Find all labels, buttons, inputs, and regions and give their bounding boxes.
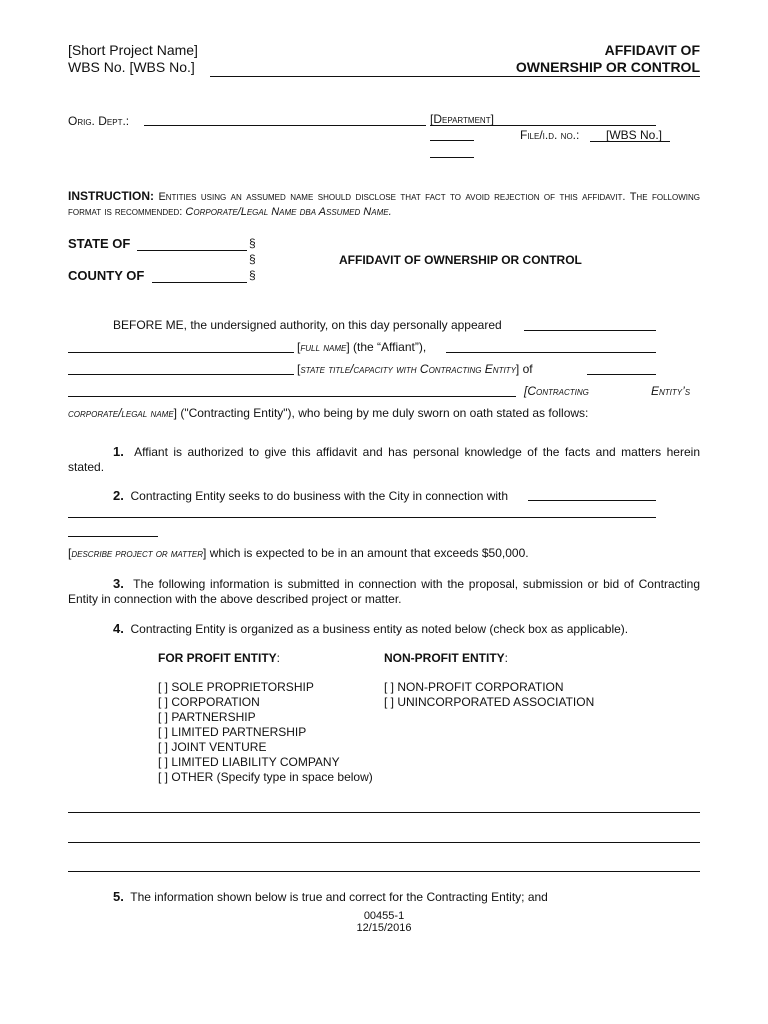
checkbox-other[interactable]: [ ] OTHER (Specify type in space below): [158, 770, 373, 784]
section-mark-2: §: [249, 252, 256, 266]
instruction-label: INSTRUCTION:: [68, 189, 154, 203]
corp-legal-line: corporate/legal name] ("Contracting Entity"), who being by me duly sworn on oath stated as follows:: [68, 406, 589, 420]
item-4: 4. Contracting Entity is organized as a business entity as noted below (check box as applicable).: [113, 621, 629, 636]
county-blank[interactable]: [152, 282, 247, 283]
checkbox-limited-partnership[interactable]: [ ] LIMITED PARTNERSHIP: [158, 725, 307, 739]
state-title-label: [state title/capacity with Contracting Entity] of: [297, 362, 533, 376]
checkbox-partnership[interactable]: [ ] PARTNERSHIP: [158, 710, 256, 724]
footer-doc-number: 00455-1: [363, 910, 405, 922]
appeared-blank[interactable]: [524, 330, 656, 331]
item-5: 5. The information shown below is true and correct for the Contracting Entity; and: [113, 889, 548, 904]
instruction-format: Corporate/Legal Name dba Assumed Name.: [185, 206, 392, 218]
doc-title-line1: AFFIDAVIT OF: [604, 42, 700, 58]
item-2-blank-1[interactable]: [528, 500, 656, 501]
state-blank[interactable]: [137, 250, 247, 251]
item-2-blank-2[interactable]: [68, 517, 656, 518]
item-1: 1. Affiant is authorized to give this affidavit and has personal knowledge of the facts and matters herein stated.: [68, 444, 700, 474]
contracting-label-b: Entity’s: [651, 384, 691, 398]
affidavit-heading: AFFIDAVIT OF OWNERSHIP OR CONTROL: [339, 253, 582, 267]
contracting-entity-blank[interactable]: [68, 396, 516, 397]
project-name: [Short Project Name]: [68, 42, 198, 58]
orig-dept-label: Orig. Dept.:: [68, 114, 130, 128]
specify-line-2[interactable]: [68, 842, 700, 843]
department-blank[interactable]: [430, 125, 656, 126]
non-profit-list: [384, 680, 594, 710]
entity-of-blank[interactable]: [587, 374, 656, 375]
for-profit-list: [158, 680, 373, 785]
orig-dept-blank[interactable]: [144, 125, 426, 126]
contracting-label-a: [Contracting: [524, 384, 589, 398]
specify-line-1[interactable]: [68, 812, 700, 813]
checkbox-non-profit-corporation[interactable]: [ ] NON-PROFIT CORPORATION: [384, 680, 564, 694]
checkbox-joint-venture[interactable]: [ ] JOINT VENTURE: [158, 740, 267, 754]
specify-line-3[interactable]: [68, 871, 700, 872]
non-profit-header: NON-PROFIT ENTITY:: [384, 651, 509, 665]
checkbox-sole-proprietorship[interactable]: [ ] SOLE PROPRIETORSHIP: [158, 680, 314, 694]
section-mark-3: §: [249, 268, 256, 282]
department-field: [Department]: [430, 112, 494, 126]
header-rule: [210, 76, 700, 77]
for-profit-header: FOR PROFIT ENTITY:: [158, 651, 281, 665]
item-2-blank-3[interactable]: [68, 536, 158, 537]
item-3: 3. The following information is submitted in connection with the proposal, submission or bid of Contracting Entity in connection with the above described project or matter.: [68, 576, 700, 606]
instruction-text: Entities using an assumed name should disclose that fact to avoid rejection of this affidavit. The following format is recommended:: [68, 191, 700, 218]
file-id-extra-blank[interactable]: [430, 157, 474, 158]
describe-project: [describe project or matter] which is expected to be in an amount that exceeds $50,000.: [68, 546, 529, 560]
state-title-blank[interactable]: [68, 374, 294, 375]
file-id-blank[interactable]: [590, 141, 670, 142]
checkbox-unincorporated-association[interactable]: [ ] UNINCORPORATED ASSOCIATION: [384, 695, 595, 709]
state-label: STATE OF: [68, 236, 131, 251]
file-id-label: File/i.d. no.:: [520, 128, 580, 142]
wbs-number: WBS No. [WBS No.]: [68, 59, 195, 75]
footer-date: 12/15/2016: [356, 922, 412, 934]
before-me-text: BEFORE ME, the undersigned authority, on this day personally appeared: [113, 318, 502, 332]
full-name-label: [full name] (the “Affiant”),: [297, 340, 427, 354]
county-label: COUNTY OF: [68, 268, 145, 283]
checkbox-corporation[interactable]: [ ] CORPORATION: [158, 695, 260, 709]
doc-title-line2: OWNERSHIP OR CONTROL: [515, 59, 700, 75]
section-mark-1: §: [249, 236, 256, 250]
dept-short-blank[interactable]: [430, 140, 474, 141]
file-id-value: [WBS No.]: [606, 128, 663, 142]
item-2: 2. Contracting Entity seeks to do business with the City in connection with: [113, 488, 509, 503]
checkbox-llc[interactable]: [ ] LIMITED LIABILITY COMPANY: [158, 755, 340, 769]
instruction: [68, 189, 700, 220]
affiant-blank[interactable]: [446, 352, 656, 353]
full-name-blank[interactable]: [68, 352, 294, 353]
